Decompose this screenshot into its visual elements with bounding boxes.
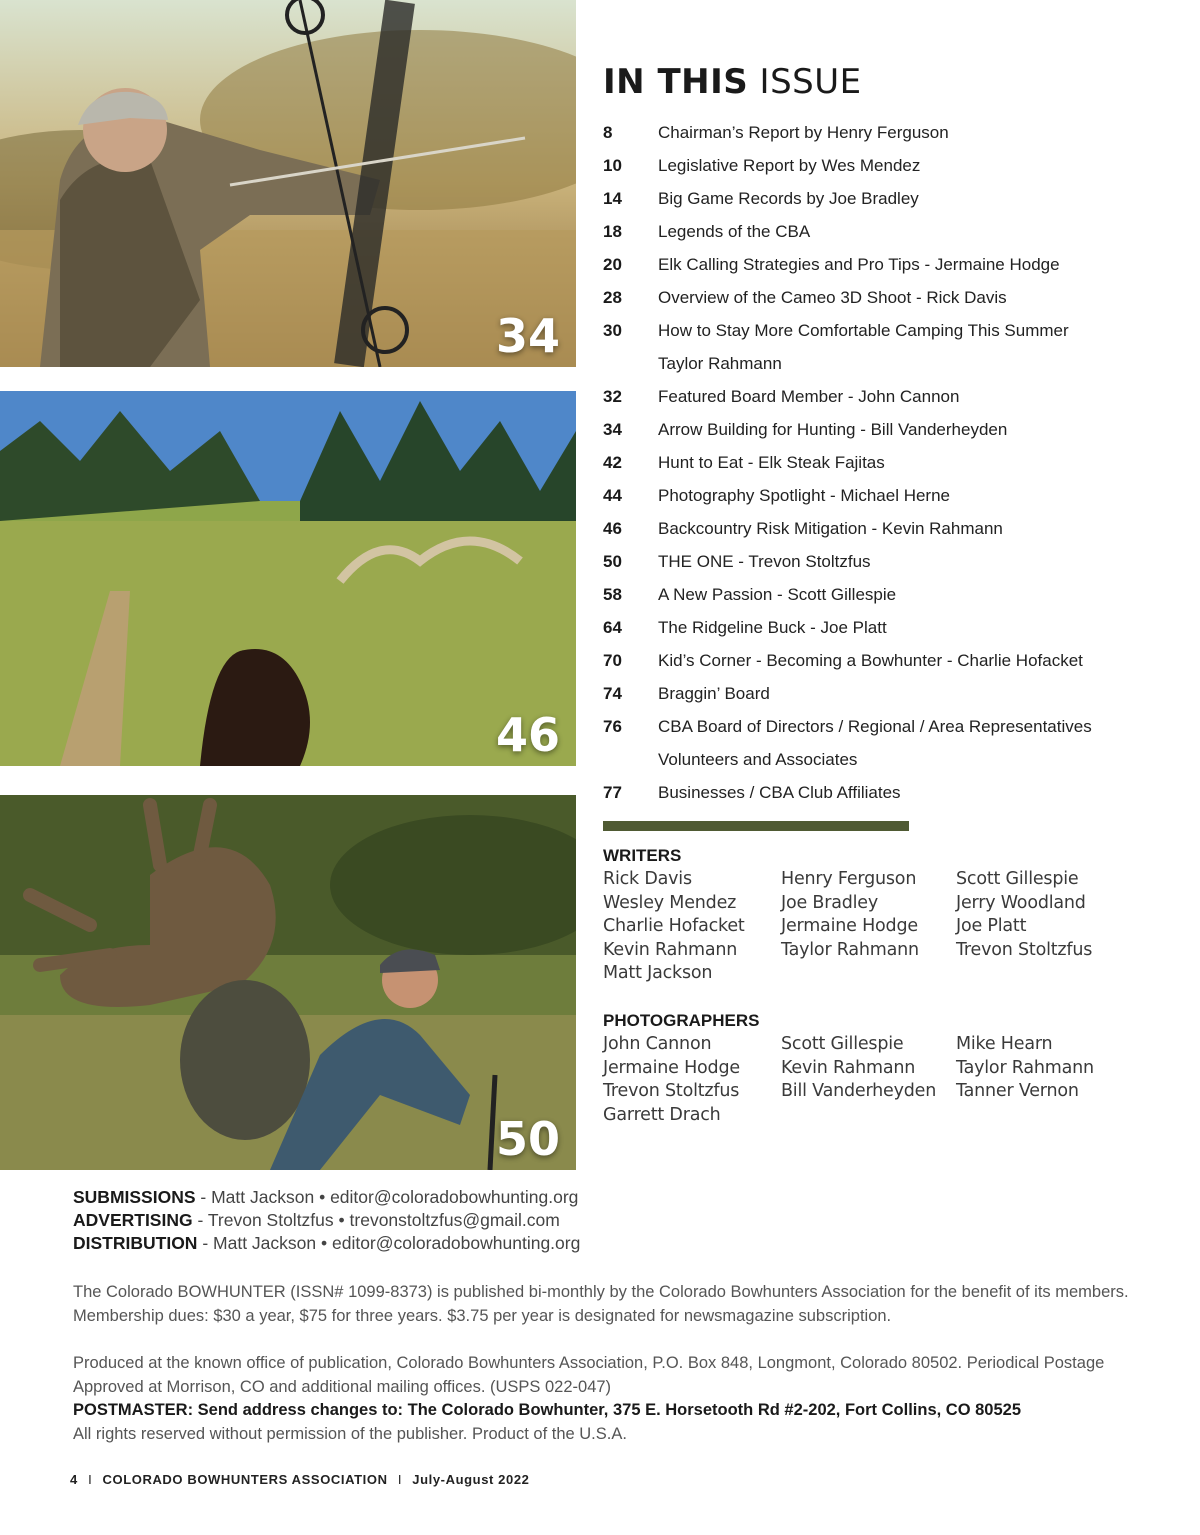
toc-page-number: 77 — [603, 782, 622, 802]
toc-article-title: A New Passion - Scott Gillespie — [658, 584, 897, 604]
section-divider — [603, 821, 909, 831]
photo-page-number: 46 — [495, 708, 560, 762]
contacts — [73, 1187, 873, 1256]
toc-entry[interactable] — [603, 149, 1183, 182]
credit-name: Joe Platt — [956, 916, 1027, 936]
toc-title: IN THIS ISSUE — [603, 62, 862, 102]
toc-article-title: Legends of the CBA — [658, 221, 811, 241]
publication-info: The Colorado BOWHUNTER (ISSN# 1099-8373) is published bi-monthly by the Colorado Bowhunters Association for the benefit of its members. Membership dues: $30 a year, $75 for three years. $3.75 per year is designated for newsmagazine subscription. — [73, 1283, 1129, 1325]
photo-page-number: 34 — [495, 309, 560, 363]
footer-org: COLORADO BOWHUNTERS ASSOCIATION — [102, 1472, 388, 1487]
toc-article-title: Legislative Report by Wes Mendez — [658, 155, 921, 175]
contact-email[interactable]: trevonstoltzfus@gmail.com — [349, 1210, 560, 1230]
pack-horses-illustration — [0, 391, 576, 766]
toc-entry[interactable] — [603, 182, 1183, 215]
bullet: • — [316, 1233, 332, 1253]
toc-page-number: 50 — [603, 551, 622, 571]
photo-pack-horses — [0, 391, 576, 766]
toc-article-title: CBA Board of Directors / Regional / Area Representatives — [658, 716, 1092, 736]
archer-illustration — [0, 0, 576, 367]
credit-name: Charlie Hofacket — [603, 916, 745, 936]
credit-name: Trevon Stoltzfus — [603, 1081, 740, 1101]
credit-name: Kevin Rahmann — [603, 939, 738, 960]
contact-name: Matt Jackson — [213, 1233, 317, 1253]
toc-entry[interactable] — [603, 446, 1183, 479]
contact-email[interactable]: editor@coloradobowhunting.org — [331, 1233, 581, 1253]
credit-name: Wesley Mendez — [603, 892, 737, 913]
toc-article-title: Featured Board Member - John Cannon — [658, 386, 960, 406]
credit-name: Rick Davis — [603, 869, 692, 889]
photographers-column — [603, 1034, 740, 1128]
credit-name: Matt Jackson — [603, 963, 713, 983]
credit-name: Mike Hearn — [956, 1034, 1053, 1054]
toc-entry[interactable] — [603, 347, 1183, 380]
toc-article-title: Big Game Records by Joe Bradley — [658, 188, 919, 208]
toc-page-number: 8 — [603, 122, 613, 142]
contact-email[interactable]: editor@coloradobowhunting.org — [330, 1187, 579, 1207]
toc-entry[interactable] — [603, 116, 1183, 149]
photo-page-number: 50 — [495, 1112, 560, 1166]
writers-heading: WRITERS — [603, 846, 682, 865]
photo-moose-hunter — [0, 795, 576, 1170]
toc-article-title: Elk Calling Strategies and Pro Tips - Jermaine Hodge — [658, 254, 1060, 274]
credit-name: Kevin Rahmann — [781, 1057, 916, 1078]
toc-article-title: Overview of the Cameo 3D Shoot - Rick Davis — [658, 287, 1007, 307]
contact-name: Trevon Stoltzfus — [207, 1210, 334, 1230]
credit-name: Jerry Woodland — [956, 892, 1086, 913]
credit-name: Taylor Rahmann — [956, 1057, 1094, 1078]
photographers-column — [781, 1034, 936, 1105]
toc-page-number: 44 — [603, 485, 622, 505]
toc-article-title: Businesses / CBA Club Affiliates — [658, 782, 901, 802]
contact-row — [73, 1187, 873, 1210]
footer-separator: I — [88, 1472, 93, 1487]
credit-name: Jermaine Hodge — [781, 916, 918, 936]
toc-page-number: 30 — [603, 320, 622, 340]
contact-row — [73, 1233, 873, 1256]
postmaster-notice: POSTMASTER: Send address changes to: The Colorado Bowhunter, 375 E. Horsetooth Rd #2-202, Fort Collins, CO 80525 — [73, 1401, 1022, 1419]
toc-article-title: How to Stay More Comfortable Camping This Summer — [658, 320, 1069, 340]
toc-page-number: 20 — [603, 254, 622, 274]
toc-article-title: Kid’s Corner - Becoming a Bowhunter - Charlie Hofacket — [658, 650, 1083, 670]
toc-page-number: 18 — [603, 221, 622, 241]
dash: - — [195, 1187, 212, 1207]
footer-separator: I — [397, 1472, 403, 1487]
office-address: Produced at the known office of publication, Colorado Bowhunters Association, P.O. Box 848, Longmont, Colorado 80502. Periodical Postage Approved at Morrison, CO and additional mailing offices. (USPS 022-047) — [73, 1354, 1105, 1396]
writers-column — [781, 869, 919, 963]
writers-column — [956, 869, 1092, 963]
writers-column — [603, 869, 745, 987]
toc-article-title: Hunt to Eat - Elk Steak Fajitas — [658, 452, 885, 472]
toc-entry[interactable] — [603, 545, 1183, 578]
toc-article-title: Braggin’ Board — [658, 683, 770, 703]
credit-name: Scott Gillespie — [781, 1034, 904, 1054]
toc-entry[interactable] — [603, 248, 1183, 281]
contact-row — [73, 1210, 873, 1233]
contact-label: ADVERTISING — [73, 1210, 193, 1230]
toc-entry[interactable] — [603, 215, 1183, 248]
dash: - — [192, 1210, 208, 1230]
toc-entry[interactable] — [603, 314, 1183, 347]
toc-entry[interactable] — [603, 512, 1183, 545]
credit-name: Garrett Drach — [603, 1104, 721, 1125]
credit-name: Joe Bradley — [781, 892, 879, 913]
credit-name: Scott Gillespie — [956, 869, 1079, 889]
toc-page-number: 28 — [603, 287, 622, 307]
toc-page-number: 64 — [603, 617, 622, 637]
contact-label: SUBMISSIONS — [73, 1187, 196, 1207]
credit-name: Bill Vanderheyden — [781, 1081, 937, 1101]
toc-page-number: 46 — [603, 518, 622, 538]
contact-label: DISTRIBUTION — [73, 1233, 198, 1253]
toc-page-number: 70 — [603, 650, 622, 670]
toc-entry[interactable] — [603, 413, 1183, 446]
moose-hunter-illustration — [0, 795, 576, 1170]
bullet: • — [333, 1210, 350, 1230]
toc-article-title: Volunteers and Associates — [658, 749, 858, 769]
toc-page-number: 34 — [603, 419, 622, 439]
credit-name: John Cannon — [603, 1034, 712, 1054]
credit-name: Trevon Stoltzfus — [956, 939, 1093, 960]
toc-article-title: Chairman’s Report by Henry Ferguson — [658, 122, 949, 142]
toc-article-title: Backcountry Risk Mitigation - Kevin Rahmann — [658, 518, 1003, 538]
toc-article-title: THE ONE - Trevon Stoltzfus — [658, 551, 871, 571]
toc-page-number: 74 — [603, 683, 622, 703]
toc-entry[interactable] — [603, 479, 1183, 512]
toc-entry[interactable] — [603, 611, 1183, 644]
toc-page-number: 76 — [603, 716, 622, 736]
page-number: 4 — [70, 1472, 78, 1487]
photographers-heading: PHOTOGRAPHERS — [603, 1011, 760, 1030]
office-info — [73, 1352, 1143, 1446]
toc-entry[interactable] — [603, 710, 1183, 743]
toc-entry[interactable] — [603, 578, 1183, 611]
toc-entry[interactable] — [603, 776, 1183, 809]
rights-notice: All rights reserved without permission of the publisher. Product of the U.S.A. — [73, 1424, 627, 1443]
toc-article-title: Photography Spotlight - Michael Herne — [658, 485, 950, 505]
toc-entry[interactable] — [603, 380, 1183, 413]
toc-article-title: Taylor Rahmann — [658, 353, 782, 373]
dash: - — [197, 1233, 214, 1253]
toc-list — [603, 116, 1183, 809]
credit-name: Jermaine Hodge — [603, 1057, 740, 1078]
bullet: • — [314, 1187, 331, 1207]
toc-page-number: 58 — [603, 584, 622, 604]
credit-name: Tanner Vernon — [956, 1081, 1079, 1101]
toc-entry[interactable] — [603, 644, 1183, 677]
toc-entry[interactable] — [603, 743, 1183, 776]
toc-entry[interactable] — [603, 677, 1183, 710]
toc-page-number: 10 — [603, 155, 622, 175]
page-footer — [70, 1472, 530, 1487]
contact-name: Matt Jackson — [211, 1187, 315, 1207]
toc-entry[interactable] — [603, 281, 1183, 314]
footer-issue: July-August 2022 — [412, 1472, 530, 1487]
photo-archer — [0, 0, 576, 367]
toc-page-number: 14 — [603, 188, 622, 208]
credit-name: Taylor Rahmann — [781, 939, 919, 960]
toc-article-title: Arrow Building for Hunting - Bill Vanderheyden — [658, 419, 1008, 439]
toc-article-title: The Ridgeline Buck - Joe Platt — [658, 617, 887, 637]
toc-page-number: 42 — [603, 452, 622, 472]
photographers-column — [956, 1034, 1094, 1105]
credit-name: Henry Ferguson — [781, 869, 917, 889]
toc-page-number: 32 — [603, 386, 622, 406]
